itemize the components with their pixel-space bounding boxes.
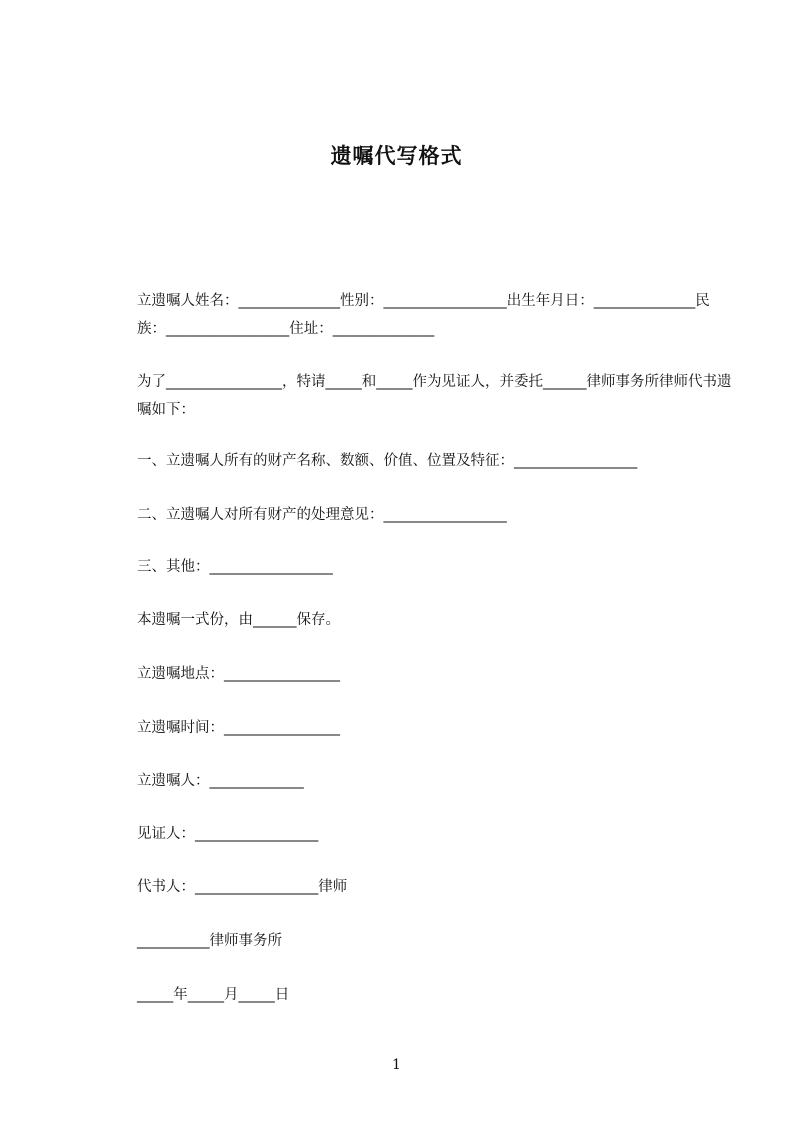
law-firm-line: __________律师事务所: [137, 933, 282, 949]
witness-signature-line: 见证人：_________________: [137, 826, 319, 842]
date-line: _____年_____月_____日: [137, 987, 290, 1003]
will-place-line: 立遗嘱地点：________________: [137, 666, 340, 682]
testator-info-paragraph: 立遗嘱人姓名：______________性别：_________________出生年月日：______________民族：_________________住址：______________: [137, 293, 710, 337]
page-number: 1: [392, 1057, 401, 1073]
clause-2-disposal: 二、立遗嘱人对所有财产的处理意见：_________________: [137, 507, 507, 523]
will-time-line: 立遗嘱时间：________________: [137, 720, 340, 736]
testator-signature-line: 立遗嘱人：_____________: [137, 773, 304, 789]
purpose-paragraph: 为了________________，特请_____和_____作为见证人，并委托______律师事务所律师代书遗嘱如下：: [137, 374, 732, 418]
scribe-signature-line: 代书人：_________________律师: [137, 879, 348, 895]
clause-3-other: 三、其他：_________________: [137, 559, 333, 575]
copies-statement: 本遗嘱一式份，由______保存。: [137, 612, 340, 628]
clause-1-property: 一、立遗嘱人所有的财产名称、数额、价值、位置及特征：_________________: [137, 453, 638, 469]
document-title: 遗嘱代写格式: [330, 144, 463, 168]
